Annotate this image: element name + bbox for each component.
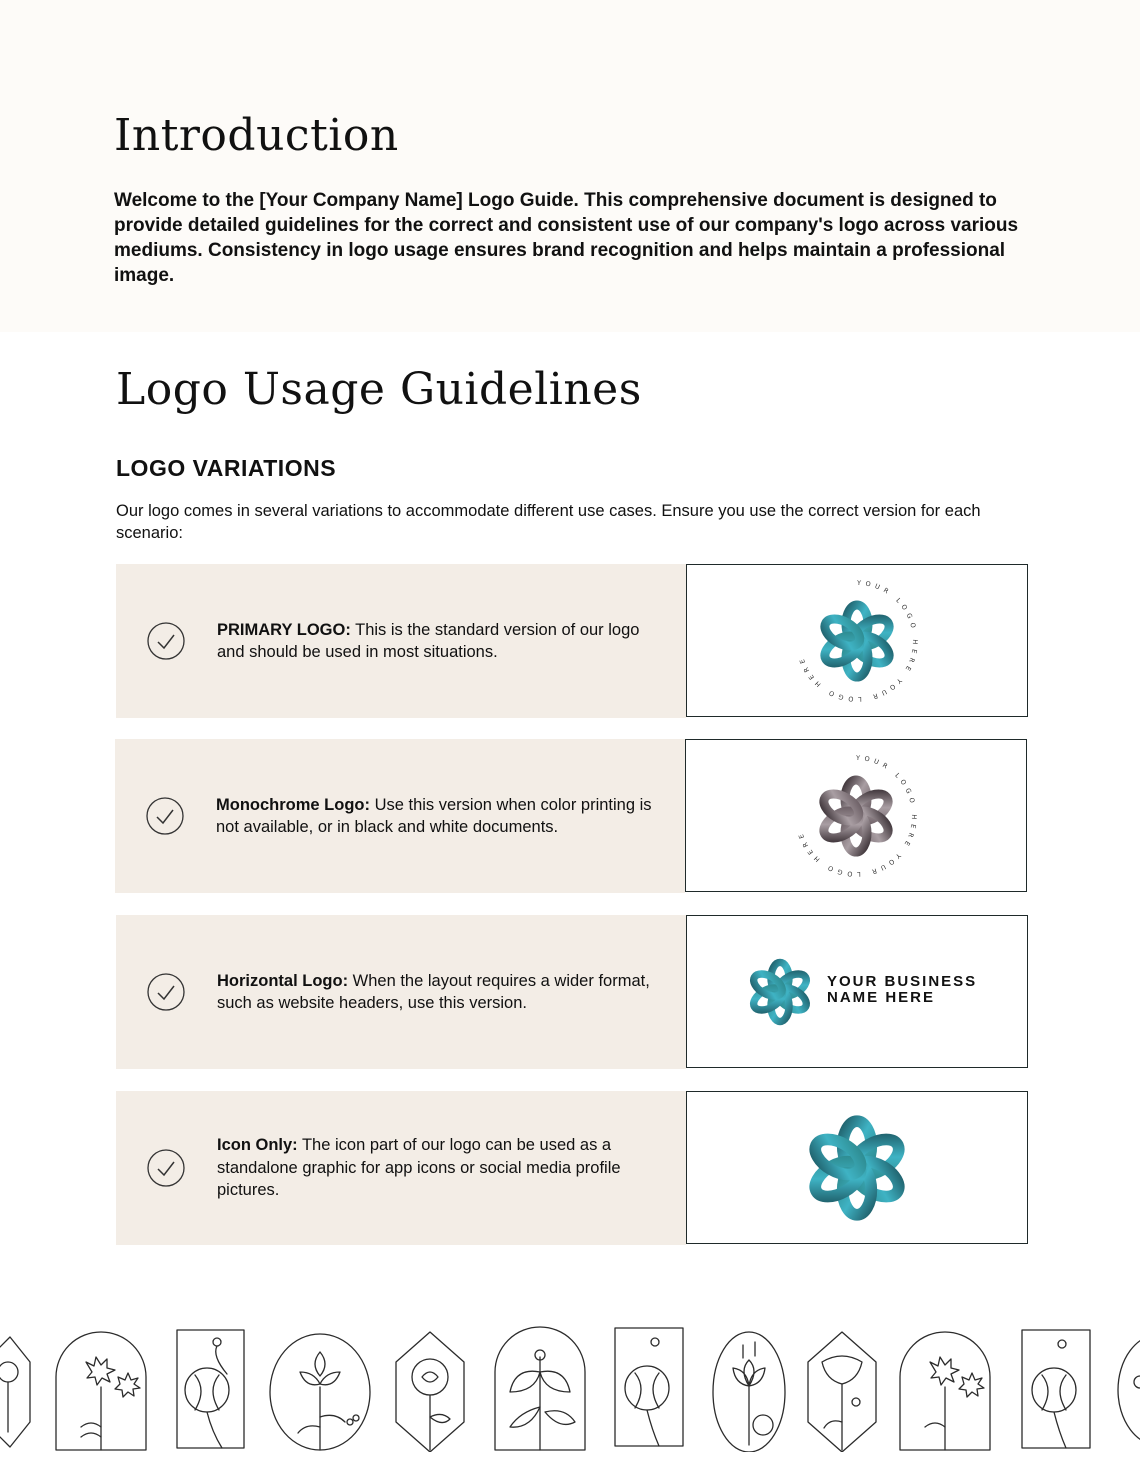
variation-description [217,1091,667,1245]
oval-iris-icon [270,1334,370,1450]
arch-lily-icon [56,1332,146,1450]
business-name-line-1: YOUR BUSINESS [827,973,978,990]
arch-leaves-icon [495,1327,585,1450]
guidelines-title: Logo Usage Guidelines [116,364,642,415]
variation-label: Horizontal Logo: [217,971,349,990]
variation-label: Monochrome Logo: [216,795,370,814]
arch-lily-icon [900,1332,990,1450]
primary-logo-preview [686,564,1028,717]
intro-title: Introduction [114,110,399,161]
variation-info-panel [116,564,686,718]
monochrome-logo-mark-icon [686,740,1026,891]
variation-text: When the layout requires a wider format, such as website headers, use this version. [217,971,650,1012]
horizontal-logo-preview [686,915,1028,1068]
icon-logo-preview [686,1091,1028,1244]
variation-description [217,915,667,1069]
checkmark-icon [146,621,186,661]
badge-text: YOUR LOGO HERE YOUR LOGO HERE [795,753,919,879]
business-name-line-2: NAME HERE [827,989,936,1006]
hexagon-daisy-icon [808,1332,876,1452]
oval-lotus-icon [713,1332,785,1452]
variation-text: The icon part of our logo can be used as a standalone graphic for app icons or social media profile pictures. [217,1136,621,1200]
checkmark-icon [145,796,185,836]
variation-text: Use this version when color printing is not available, or in black and white documents. [216,795,652,836]
variation-info-panel [115,739,685,893]
hexagon-rose-icon [396,1332,464,1452]
business-name [827,974,977,1006]
variation-info-panel [116,915,686,1069]
monochrome-logo-preview [685,739,1027,892]
variation-label: Icon Only: [217,1136,298,1155]
variation-row-icon-only [116,1091,1028,1245]
variations-intro: Our logo comes in several variations to accommodate different use cases. Ensure you use the correct version for each scenario: [116,502,981,542]
variation-row-monochrome [115,739,1027,893]
variation-text: This is the standard version of our logo and should be used in most situations. [217,620,640,661]
badge-text: YOUR LOGO HERE YOUR LOGO HERE [796,578,920,704]
variation-description [217,564,667,718]
frame-poppy-icon [615,1328,683,1446]
variations-heading: LOGO VARIATIONS [116,455,337,481]
variation-row-primary [116,564,1028,718]
floral-illustration-strip [0,1322,1140,1452]
intro-paragraph: Welcome to the [Your Company Name] Logo Guide. This comprehensive document is designed to provide detailed guidelines for the correct and consistent use of our company's logo across various mediums. Consistency in logo usage ensures brand recognition and helps maintain a professional image. [114,190,1019,286]
checkmark-icon [146,972,186,1012]
oval-flower-icon [1118,1334,1140,1446]
variation-info-panel [116,1091,686,1245]
frame-poppy-icon [177,1330,244,1448]
icon-logo-mark-icon [687,1092,1027,1243]
hexagon-flower-icon [0,1337,30,1447]
primary-logo-mark-icon [687,565,1027,716]
variation-description [216,739,666,893]
checkmark-icon [146,1148,186,1188]
variation-label: PRIMARY LOGO: [217,620,351,639]
frame-poppy-icon [1022,1330,1090,1448]
variation-row-horizontal [116,915,1028,1069]
